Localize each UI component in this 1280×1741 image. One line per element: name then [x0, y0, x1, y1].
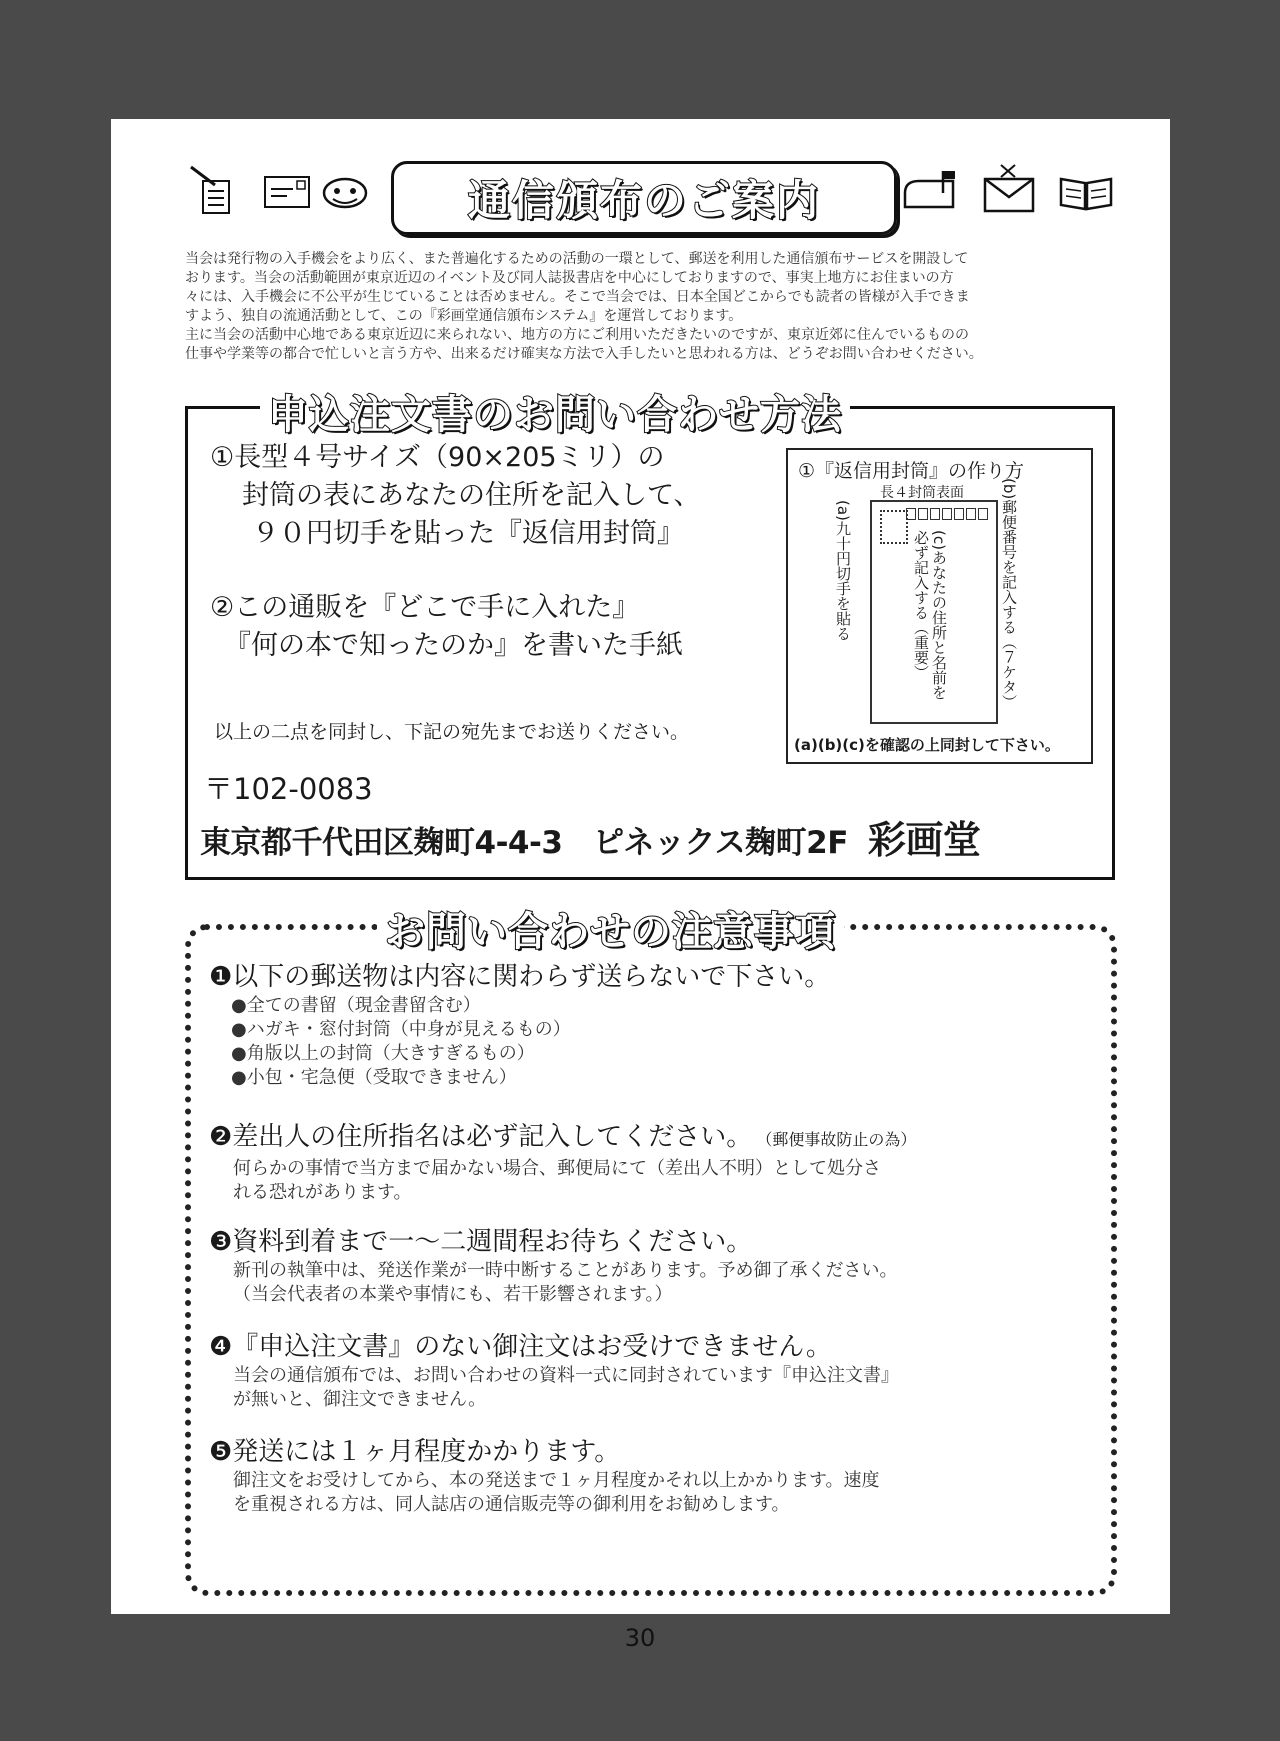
note-5: [209, 1435, 1089, 1517]
page-number: 30: [624, 1624, 656, 1652]
step-1-line: ９０円切手を貼った『返信用封筒』: [252, 518, 684, 549]
note-3-heading: ❸資料到着まで一～二週間程お待ちください。: [209, 1227, 753, 1257]
mailbox-icon: [901, 163, 963, 215]
open-book-icon: [1057, 163, 1115, 215]
step-1-line: ①長型４号サイズ（90×205ミリ）の: [210, 442, 665, 473]
letter-icon: [981, 163, 1037, 215]
note-4: [209, 1330, 1089, 1412]
envelope-footer: (a)(b)(c)を確認の上同封して下さい。: [794, 736, 1060, 754]
note-2-heading-text: ❷差出人の住所指名は必ず記入してください。: [209, 1122, 753, 1152]
envelope-diagram: [786, 448, 1093, 764]
note-3-line: 新刊の執筆中は、発送作業が一時中断することがあります。予め御了承ください。: [233, 1260, 898, 1281]
list-item: ●全ての書留（現金書留含む）: [231, 995, 481, 1016]
list-item: ●角版以上の封筒（大きすぎるもの）: [231, 1043, 535, 1064]
envelope-icon: [263, 163, 311, 215]
intro-text: [185, 250, 1145, 364]
address-text: 東京都千代田区麹町4-4-3 ピネックス麹町2F: [200, 825, 848, 861]
note-4-line: 当会の通信頒布では、お問い合わせの資料一式に同封されています『申込注文書』: [233, 1365, 899, 1386]
face-icon: [321, 163, 369, 215]
note-3-line: （当会代表者の本業や事情にも、若干影響されます。）: [233, 1284, 673, 1305]
label-a: (a)九十円切手を貼る: [834, 500, 852, 641]
list-item: ●小包・宅急便（受取できません）: [231, 1067, 517, 1088]
intro-line: すよう、独自の流通活動として、この『彩画堂通信頒布システム』を運営しております。: [185, 308, 743, 324]
note-5-line: 御注文をお受けしてから、本の発送まで１ヶ月程度かそれ以上かかります。速度: [233, 1470, 880, 1491]
step-2-line: 『何の本で知ったのか』を書いた手紙: [224, 630, 683, 661]
intro-line: 仕事や学業等の都合で忙しいと言う方や、出来るだけ確実な方法で入手したいと思われる方は、どうぞお問い合わせください。: [185, 346, 983, 362]
note-5-body: [233, 1469, 1089, 1517]
header: [111, 149, 1170, 229]
note-2: [209, 1120, 1089, 1205]
inquiry-notes-section: [185, 909, 1117, 1596]
intro-line: 々には、入手機会に不公平が生じていることは否めません。そこで当会では、日本全国どこからでも読者の皆様が入手できま: [185, 289, 970, 305]
step-1: [210, 439, 700, 553]
note-2-body: [233, 1157, 1089, 1205]
enclose-note: 以上の二点を同封し、下記の宛先までお送りください。: [214, 721, 690, 743]
list-item: ●ハガキ・窓付封筒（中身が見えるもの）: [231, 1019, 571, 1040]
step-2-line: ②この通販を『どこで手に入れた』: [210, 592, 640, 623]
note-2-line: 何らかの事情で当方まで届かない場合、郵便局にて（差出人不明）として処分さ: [233, 1158, 881, 1179]
envelope-front: [870, 500, 998, 724]
note-4-line: が無いと、御注文できません。: [233, 1389, 487, 1410]
label-c-line1: (c)あなたの住所と名前を: [930, 530, 948, 700]
label-c-line2: 必ず記入する（重要）: [912, 530, 930, 680]
note-2-aside: （郵便事故防止の為）: [764, 1130, 917, 1149]
zip-code-boxes: [906, 508, 988, 520]
note-1-heading: ❶以下の郵送物は内容に関わらず送らないで下さい。: [209, 962, 831, 992]
note-3: [209, 1225, 1089, 1307]
note-1: [209, 960, 1089, 1090]
intro-line: 当会は発行物の入手機会をより広く、また普遍化するための活動の一環として、郵送を利用した通信頒布サービスを開設して: [185, 251, 969, 267]
step-1-line: 封筒の表にあなたの住所を記入して、: [242, 480, 701, 511]
writing-hand-icon: [189, 163, 237, 215]
note-2-heading: [209, 1120, 1089, 1157]
note-5-line: を重視される方は、同人誌店の通信販売等の御利用をお勧めします。: [233, 1494, 790, 1515]
intro-line: 主に当会の活動中心地である東京近辺に来られない、地方の方にご利用いただきたいのですが、東京近郊に住んでいるものの: [185, 327, 969, 343]
order-inquiry-section: [185, 392, 1115, 880]
order-section-title: 申込注文書のお問い合わせ方法: [260, 383, 850, 440]
company-name: 彩画堂: [867, 818, 981, 862]
postal-code: 〒102-0083: [204, 772, 373, 806]
envelope-diagram-subtitle: 長４封筒表面: [880, 485, 964, 501]
mailing-address: [200, 809, 980, 864]
intro-line: おります。当会の活動範囲が東京近辺のイベント及び同人誌扱書店を中心にしておりますので、事実上地方にお住まいの方: [185, 270, 954, 286]
note-5-heading: ❺発送には１ヶ月程度かかります。: [209, 1437, 621, 1467]
note-2-line: れる恐れがあります。: [233, 1182, 412, 1203]
notes-section-title: お問い合わせの注意事項: [377, 900, 844, 957]
note-4-heading: ❹『申込注文書』のない御注文はお受けできません。: [209, 1332, 832, 1362]
label-b: (b)郵便番号を記入する（７ケタ）: [1000, 478, 1018, 710]
step-2: [210, 589, 683, 665]
page-title: 通信頒布のご案内: [391, 161, 897, 235]
envelope-diagram-title: ①『返信用封筒』の作り方: [798, 460, 1025, 482]
stamp-area: [880, 510, 908, 544]
document-page: [111, 119, 1170, 1614]
note-4-body: [233, 1364, 1089, 1412]
note-3-body: [233, 1259, 1089, 1307]
